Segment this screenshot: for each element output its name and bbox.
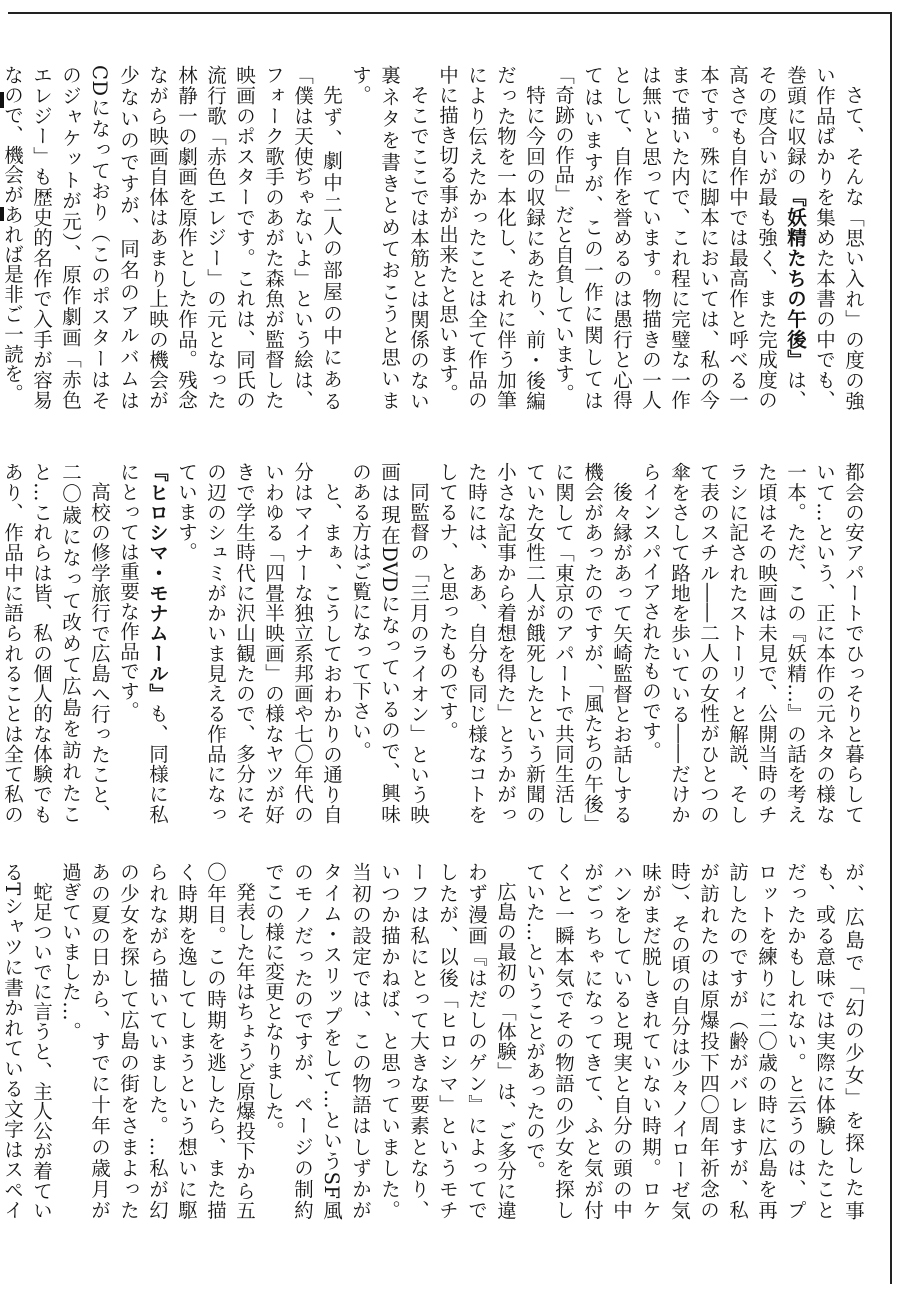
paragraph: 都会の安アパートでひっそりと暮らしていて…という、正に本作の元ネタの様な一本。ただ、この『妖精…』の話を考えた頃はその映画は未見で、公開当時のチラシに記されたストーリィと解説、そして表のスチル――二人の女性がひとつの傘をさして路地を歩いている――だけからインスパイアされたものです。	[639, 462, 865, 824]
bold-title: 『ヒロシマ・モナムール』	[146, 462, 169, 704]
bold-title: 『妖精たちの午後』	[784, 186, 807, 370]
text-block-lower	[1, 862, 868, 1220]
paragraph: そこでここでは本筋とは関係のない裏ネタを書きとめておこうと思います。	[349, 65, 430, 410]
text-block-middle	[1, 462, 868, 824]
text-span: も、同様に私にとっては重要な作品です。	[117, 462, 169, 824]
paragraph: 広島の最初の「体験」は、ご多分に違わず漫画『はだしのゲン』によってでしたが、以後「ヒロシマ」というモチーフは私にとって大きな要素となり、いつか描かねば、と思っていました。当初の設定では、この物語はしずかがタイム・スリップをして…というSF風のモノだったのですが、ページの制約でこの様に変更となりました。	[262, 862, 517, 1220]
paragraph	[549, 65, 868, 410]
paragraph: 発表した年はちょうど原爆投下から五〇年目。この時期を逃したら、また描く時期を逸してしまうという想いに駆られながら描いていました。…私が幻の少女を探して広島の街をさまよったあの夏の日から、すでに十年の歳月が過ぎていました…。	[59, 862, 256, 1220]
paragraph: と、まぁ、こうしておわかりの通り自分はマイナーな独立系邦画や七〇年代のいわゆる「四畳半映画」の様なヤツが好きで学生時代に沢山観たので、多分にその辺のシュミがかいま見える作品になっています。	[175, 462, 343, 824]
text-block-upper	[1, 65, 868, 410]
paragraph: 特に今回の収録にあたり、前・後編だった物を一本化し、それに伴う加筆により伝えたかったことは全て作品の中に描き切る事が出来たと思います。	[436, 65, 546, 410]
paragraph: 後々縁があって矢崎監督とお話しする機会があったのですが、「風たちの午後」に関して「東京のアパートで共同生活していた女性二人が餓死したという新聞の小さな記事から着想を得た」とうかがった時には、ああ、自分も同じ様なコトをしてるナ、と思ったものです。	[436, 462, 633, 824]
paragraph: 高校の修学旅行で広島へ行ったこと、二〇歳になって改めて広島を訪れたこと…これらは皆、私の個人的な体験でもあり、作品中に語られることは全て私の	[1, 462, 111, 824]
text-span: さて、そんな「思い入れ」の度の強い作品ばかりを集めた本書の中でも、巻頭に収録の	[784, 65, 865, 410]
paragraph: が、広島で「幻の少女」を探した事も、或る意味では実際に体験したことだったかもしれない。と云うのは、プロットを練りに二〇歳の時に広島を再訪したのですが（齢がバレますが、私が訪れたのは原爆投下四〇周年祈念の時）、その頃の自分は少々ノイローゼ気味がまだ脱しきれていない時期。ロケハンをしていると現実と自分の頭の中がごっちゃになってきて、ふと気が付くと一瞬本気でその物語の少女を探していた…ということがあったので。	[523, 862, 865, 1220]
paragraph: 先ず、劇中二人の部屋の中にある「僕は天使ぢゃないよ」という絵は、フォーク歌手のあがた森魚が監督した映画のポスターです。これは、同氏の流行歌「赤色エレジー」の元となった林静一の劇画を原作とした作品。残念ながら映画自体はあまり上映の機会が少ないのですが、同名のアルバムはCDになっており（このポスターはそのジャケットが元）、原作劇画「赤色エレジー」も歴史的名作で入手が容易なので、機会があれば是非ご一読を。	[1, 65, 343, 410]
paragraph	[114, 462, 172, 824]
paragraph: 蛇足ついでに言うと、主人公が着ているTシャツに書かれている文字はスペイ	[1, 862, 53, 1220]
text-span: は、その度合いが最も強く、また完成度の高さでも自作中では最高作と呼べる一本です。殊に脚本においては、私の今まで描いた内で、これ程に完璧な一作は無いと思っています。物描きの一人として、自作を誉めるのは愚行と心得てはいますが、この一作に関しては「奇跡の作品」だと自負しています。	[552, 65, 807, 410]
paragraph: 同監督の「三月のライオン」という映画は現在DVDになっているので、興味のある方はご覧になって下さい。	[349, 462, 430, 824]
